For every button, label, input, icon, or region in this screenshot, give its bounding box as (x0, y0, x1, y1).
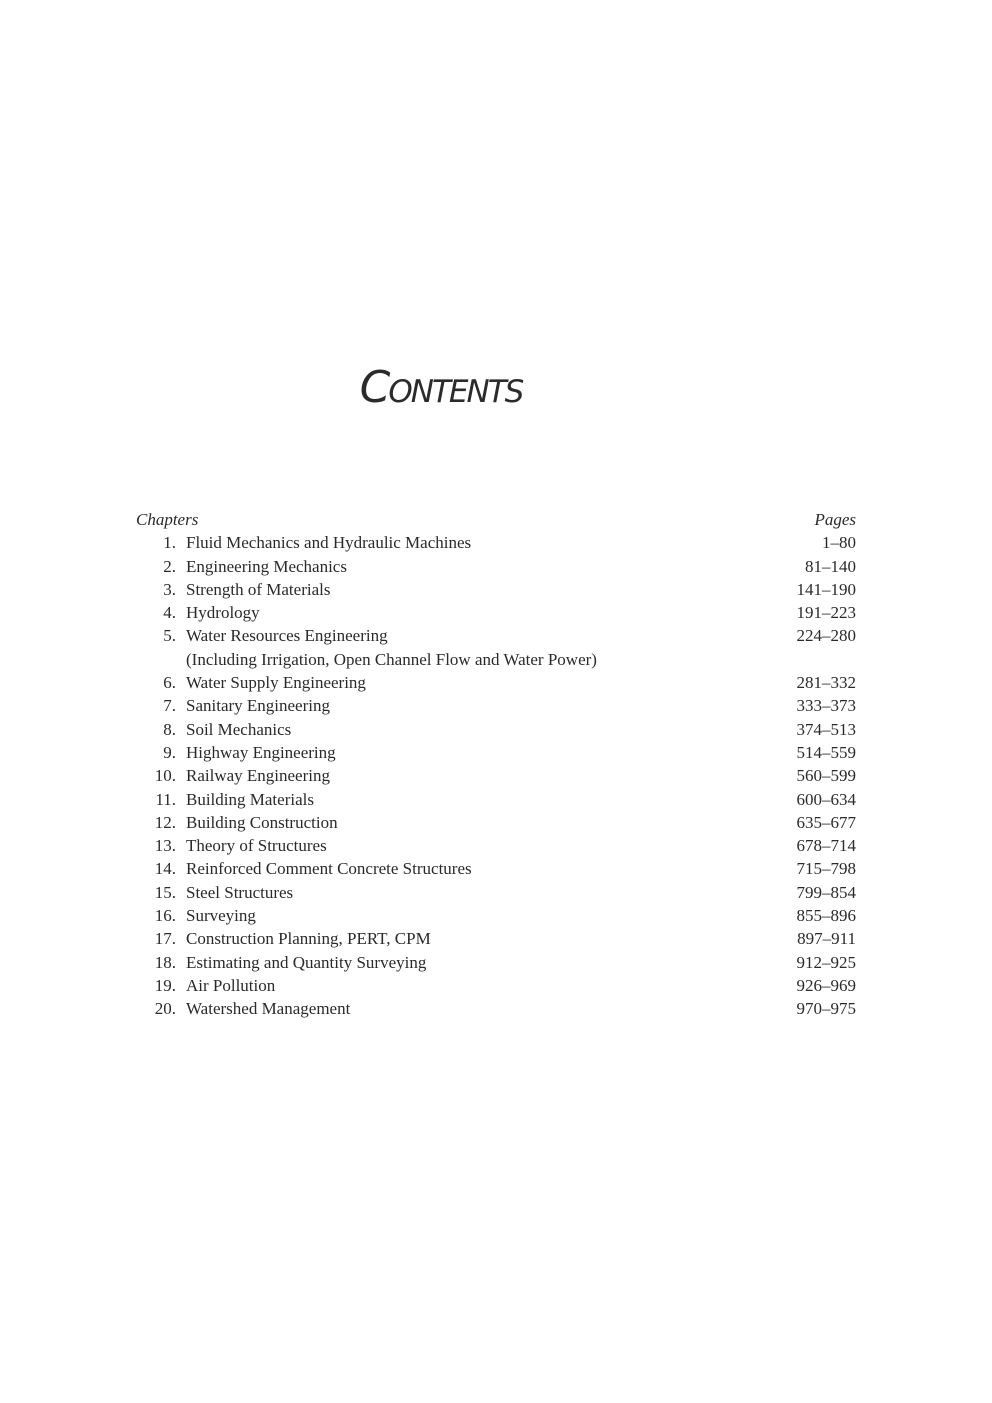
chapter-pages: 897–911 (797, 929, 856, 949)
toc-entry (136, 741, 856, 764)
chapter-title: Theory of Structures (186, 836, 327, 856)
toc-entry (136, 718, 856, 741)
chapter-number: 11. (155, 789, 176, 809)
chapter-pages: 600–634 (796, 789, 856, 809)
chapter-title: Sanitary Engineering (186, 696, 330, 716)
chapter-pages: 855–896 (796, 906, 856, 926)
toc-entry (136, 857, 856, 880)
chapter-number: 1. (163, 533, 176, 553)
chapter-number: 7. (163, 696, 176, 716)
toc-entry (136, 555, 856, 578)
toc-entry (136, 764, 856, 787)
chapter-title: Surveying (186, 906, 256, 926)
chapter-title: Building Materials (186, 789, 314, 809)
chapter-subtitle: (Including Irrigation, Open Channel Flow and Water Power) (186, 649, 597, 669)
chapter-pages: 191–223 (796, 603, 856, 623)
toc-entry (136, 811, 856, 834)
toc-entry (136, 974, 856, 997)
chapter-number: 3. (163, 579, 176, 599)
chapter-title: Hydrology (186, 603, 260, 623)
chapter-number: 20. (154, 999, 176, 1019)
chapter-pages: 281–332 (796, 673, 856, 693)
chapter-pages: 715–798 (796, 859, 856, 879)
chapter-title: Strength of Materials (186, 579, 331, 599)
chapter-number: 17. (154, 929, 176, 949)
toc-entry (136, 881, 856, 904)
chapter-title: Air Pollution (186, 975, 276, 995)
chapter-number: 2. (163, 556, 176, 576)
chapter-pages: 374–513 (796, 719, 856, 739)
chapter-title: Building Construction (186, 812, 338, 832)
chapter-number: 14. (154, 859, 176, 879)
chapter-number: 4. (163, 603, 176, 623)
chapter-pages: 141–190 (796, 579, 856, 599)
toc-entry (136, 904, 856, 927)
chapter-title: Water Resources Engineering (186, 626, 388, 646)
toc-entry (136, 834, 856, 857)
chapter-title: Highway Engineering (186, 742, 336, 762)
chapter-number: 16. (154, 906, 176, 926)
chapter-pages: 224–280 (796, 626, 856, 646)
chapter-title: Construction Planning, PERT, CPM (186, 929, 431, 949)
chapters-column-label: Chapters (136, 510, 199, 529)
toc-entry (136, 671, 856, 694)
chapter-pages: 81–140 (805, 556, 856, 576)
chapter-title: Soil Mechanics (186, 719, 292, 739)
chapter-pages: 926–969 (796, 975, 856, 995)
toc-entry (136, 601, 856, 624)
toc-entry (136, 578, 856, 601)
toc-entry (136, 788, 856, 811)
chapter-pages: 799–854 (796, 882, 856, 902)
chapter-number: 5. (163, 626, 176, 646)
chapter-title: Watershed Management (186, 999, 351, 1019)
chapter-title: Engineering Mechanics (186, 556, 347, 576)
chapter-title: Water Supply Engineering (186, 673, 366, 693)
toc-entry (136, 997, 856, 1020)
chapter-number: 13. (154, 836, 176, 856)
pages-column-label: Pages (814, 510, 856, 529)
chapter-number: 9. (163, 742, 176, 762)
chapter-pages: 560–599 (796, 766, 856, 786)
page-title: Contents (359, 362, 523, 413)
toc-entry (136, 951, 856, 974)
chapter-number: 6. (163, 673, 176, 693)
toc-entry (136, 624, 856, 647)
toc-header (136, 508, 856, 531)
chapter-number: 12. (154, 812, 176, 832)
toc-entry (136, 531, 856, 554)
toc-list (136, 531, 856, 1020)
table-of-contents (136, 508, 856, 1021)
chapter-pages: 1–80 (822, 533, 856, 553)
chapter-title: Railway Engineering (186, 766, 330, 786)
chapter-pages: 333–373 (796, 696, 856, 716)
chapter-pages: 970–975 (796, 999, 856, 1019)
chapter-title: Estimating and Quantity Surveying (186, 952, 427, 972)
chapter-number: 18. (154, 952, 176, 972)
toc-entry (136, 927, 856, 950)
chapter-number: 8. (163, 719, 176, 739)
chapter-number: 19. (154, 975, 176, 995)
chapter-pages: 635–677 (796, 812, 856, 832)
chapter-title: Reinforced Comment Concrete Structures (186, 859, 472, 879)
chapter-pages: 678–714 (796, 836, 856, 856)
chapter-pages: 514–559 (796, 742, 856, 762)
chapter-pages: 912–925 (796, 952, 856, 972)
toc-entry (136, 694, 856, 717)
chapter-number: 10. (154, 766, 176, 786)
chapter-title: Fluid Mechanics and Hydraulic Machines (186, 533, 472, 553)
chapter-number: 15. (154, 882, 176, 902)
chapter-title: Steel Structures (186, 882, 294, 902)
